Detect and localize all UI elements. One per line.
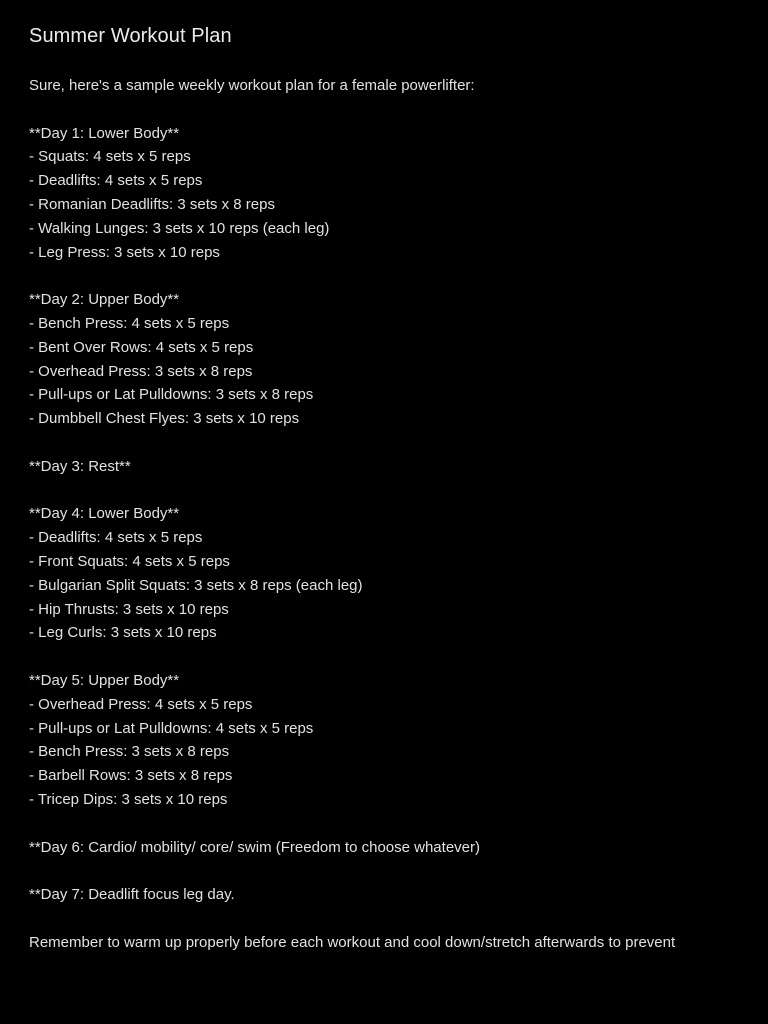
day-heading: **Day 2: Upper Body** <box>29 291 180 309</box>
exercise-line: - Hip Thrusts: 3 sets x 10 reps <box>29 600 229 618</box>
exercise-line: - Overhead Press: 4 sets x 5 reps <box>29 695 253 713</box>
exercise-line: - Deadlifts: 4 sets x 5 reps <box>29 529 203 547</box>
blank-line <box>29 479 749 503</box>
closing-line: Remember to warm up properly before each workout and cool down/stretch afterwards to prevent <box>29 933 676 951</box>
intro-line: Sure, here's a sample weekly workout plan for a female powerlifter: <box>29 77 475 94</box>
day-heading: **Day 1: Lower Body** <box>29 124 180 142</box>
blank-line <box>29 645 749 669</box>
note-editor[interactable] <box>29 22 749 954</box>
note-title[interactable]: Summer Workout Plan <box>29 25 232 47</box>
exercise-line: - Barbell Rows: 3 sets x 8 reps <box>29 767 233 785</box>
blank-line <box>29 431 749 455</box>
exercise-line: - Front Squats: 4 sets x 5 reps <box>29 552 230 570</box>
exercise-line: - Dumbbell Chest Flyes: 3 sets x 10 reps <box>29 410 300 428</box>
day-heading: **Day 4: Lower Body** <box>29 505 180 523</box>
exercise-line: - Walking Lunges: 3 sets x 10 reps (each leg) <box>29 219 330 237</box>
blank-line <box>29 859 749 883</box>
exercise-line: - Leg Press: 3 sets x 10 reps <box>29 243 220 261</box>
exercise-line: - Leg Curls: 3 sets x 10 reps <box>29 624 217 642</box>
blank-line <box>29 98 749 122</box>
exercise-line: - Bulgarian Split Squats: 3 sets x 8 reps (each leg) <box>29 576 363 594</box>
exercise-line: - Bent Over Rows: 4 sets x 5 reps <box>29 338 254 356</box>
exercise-line: - Deadlifts: 4 sets x 5 reps <box>29 172 203 190</box>
day-heading: **Day 5: Upper Body** <box>29 671 180 689</box>
day-heading: **Day 3: Rest** <box>29 457 131 475</box>
exercise-line: - Romanian Deadlifts: 3 sets x 8 reps <box>29 195 275 213</box>
day-heading: **Day 7: Deadlift focus leg day. <box>29 886 235 904</box>
exercise-line: - Squats: 4 sets x 5 reps <box>29 148 191 166</box>
exercise-line: - Overhead Press: 3 sets x 8 reps <box>29 362 253 380</box>
blank-line <box>29 907 749 931</box>
exercise-line: - Pull-ups or Lat Pulldowns: 3 sets x 8 reps <box>29 386 314 404</box>
note-body[interactable] <box>29 74 749 954</box>
blank-line <box>29 812 749 836</box>
day-heading: **Day 6: Cardio/ mobility/ core/ swim (Freedom to choose whatever) <box>29 838 480 856</box>
exercise-line: - Tricep Dips: 3 sets x 10 reps <box>29 790 228 808</box>
exercise-line: - Pull-ups or Lat Pulldowns: 4 sets x 5 reps <box>29 719 314 737</box>
exercise-line: - Bench Press: 3 sets x 8 reps <box>29 743 230 761</box>
blank-line <box>29 264 749 288</box>
exercise-line: - Bench Press: 4 sets x 5 reps <box>29 314 230 332</box>
